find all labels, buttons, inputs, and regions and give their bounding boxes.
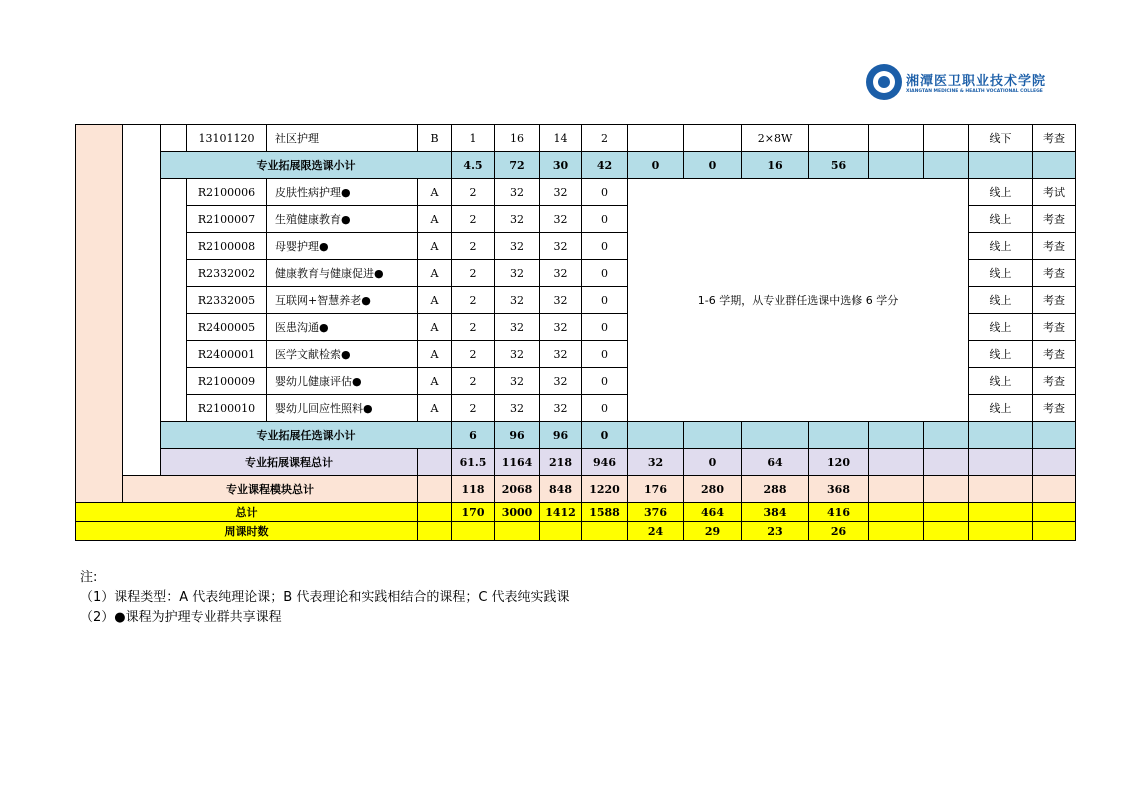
total-value: 288 [742, 476, 809, 503]
total-value: 1588 [582, 503, 628, 522]
total-value: 1164 [495, 449, 540, 476]
table-cell [969, 522, 1033, 541]
course-name: 婴幼儿回应性照料● [267, 395, 418, 422]
table-cell [418, 522, 452, 541]
course-mode: 线上 [969, 179, 1033, 206]
course-credits: 2 [452, 314, 495, 341]
course-credits: 2 [452, 206, 495, 233]
course-practice: 0 [582, 368, 628, 395]
total-value: 2068 [495, 476, 540, 503]
course-type: A [418, 341, 452, 368]
course-assess: 考查 [1033, 314, 1076, 341]
course-schedule: 2×8W [742, 125, 809, 152]
course-mode: 线上 [969, 341, 1033, 368]
module-total-label: 专业课程模块总计 [123, 476, 418, 503]
course-theory: 32 [540, 233, 582, 260]
total-value: 384 [742, 503, 809, 522]
table-cell [969, 476, 1033, 503]
course-theory: 32 [540, 341, 582, 368]
table-cell [684, 422, 742, 449]
table-cell [869, 476, 924, 503]
table-cell [809, 422, 869, 449]
course-theory: 14 [540, 125, 582, 152]
table-cell [969, 503, 1033, 522]
course-type: A [418, 233, 452, 260]
course-name: 医学文献检索● [267, 341, 418, 368]
table-cell [869, 449, 924, 476]
table-cell [1033, 522, 1076, 541]
curriculum-table [75, 124, 1076, 541]
total-value: 376 [628, 503, 684, 522]
weekly-value: 24 [628, 522, 684, 541]
course-practice: 0 [582, 233, 628, 260]
total-value: 848 [540, 476, 582, 503]
course-name: 生殖健康教育● [267, 206, 418, 233]
course-hours: 32 [495, 314, 540, 341]
table-cell [628, 422, 684, 449]
table-cell [742, 422, 809, 449]
notes [80, 568, 570, 628]
course-type: A [418, 206, 452, 233]
total-value: 0 [684, 449, 742, 476]
total-value: 32 [628, 449, 684, 476]
course-hours: 32 [495, 206, 540, 233]
course-name: 健康教育与健康促进● [267, 260, 418, 287]
notes-line-1: （1）课程类型：A 代表纯理论课；B 代表理论和实践相结合的课程；C 代表纯实践课 [80, 590, 570, 605]
table-cell [418, 449, 452, 476]
total-value: 170 [452, 503, 495, 522]
table-cell [924, 476, 969, 503]
course-mode: 线上 [969, 233, 1033, 260]
course-code: R2332002 [187, 260, 267, 287]
total-value: 64 [742, 449, 809, 476]
weekly-value: 29 [684, 522, 742, 541]
table-cell [418, 503, 452, 522]
course-practice: 2 [582, 125, 628, 152]
course-practice: 0 [582, 287, 628, 314]
course-type: A [418, 287, 452, 314]
course-type: A [418, 179, 452, 206]
course-assess: 考查 [1033, 287, 1076, 314]
course-assess: 考查 [1033, 341, 1076, 368]
grand-total-row [76, 503, 1076, 522]
table-cell [869, 503, 924, 522]
course-mode: 线上 [969, 395, 1033, 422]
course-practice: 0 [582, 395, 628, 422]
table-cell [540, 522, 582, 541]
table-cell [969, 449, 1033, 476]
course-mode: 线下 [969, 125, 1033, 152]
table-cell [969, 422, 1033, 449]
subtotal-value: 6 [452, 422, 495, 449]
grand-total-label: 总计 [76, 503, 418, 522]
course-theory: 32 [540, 179, 582, 206]
module-cell [76, 125, 123, 503]
expansion-total-row [76, 449, 1076, 476]
course-assess: 考查 [1033, 206, 1076, 233]
course-practice: 0 [582, 314, 628, 341]
course-credits: 2 [452, 260, 495, 287]
table-cell [924, 503, 969, 522]
course-theory: 32 [540, 260, 582, 287]
course-mode: 线上 [969, 314, 1033, 341]
notes-title: 注: [80, 570, 98, 585]
course-hours: 16 [495, 125, 540, 152]
module-total-row [76, 476, 1076, 503]
total-value: 1220 [582, 476, 628, 503]
course-practice: 0 [582, 179, 628, 206]
table-cell [1033, 449, 1076, 476]
total-value: 946 [582, 449, 628, 476]
course-assess: 考试 [1033, 179, 1076, 206]
logo-en-text: XIANGTAN MEDICINE & HEALTH VOCATIONAL COLLEGE [906, 89, 1043, 94]
course-credits: 2 [452, 179, 495, 206]
subtotal-value: 30 [540, 152, 582, 179]
course-credits: 2 [452, 341, 495, 368]
course-hours: 32 [495, 179, 540, 206]
course-credits: 2 [452, 368, 495, 395]
table-cell [869, 422, 924, 449]
weekly-value: 23 [742, 522, 809, 541]
total-value: 464 [684, 503, 742, 522]
course-code: R2100009 [187, 368, 267, 395]
weekly-value: 26 [809, 522, 869, 541]
table-cell [1033, 422, 1076, 449]
table-row [76, 125, 1076, 152]
course-assess: 考查 [1033, 368, 1076, 395]
course-hours: 32 [495, 287, 540, 314]
table-cell [1033, 476, 1076, 503]
table-cell [1033, 503, 1076, 522]
table-cell [452, 522, 495, 541]
course-theory: 32 [540, 314, 582, 341]
course-code: R2400005 [187, 314, 267, 341]
weekly-row [76, 522, 1076, 541]
course-name: 婴幼儿健康评估● [267, 368, 418, 395]
course-code: R2100007 [187, 206, 267, 233]
course-code: R2100008 [187, 233, 267, 260]
course-name: 皮肤性病护理● [267, 179, 418, 206]
subtotal-value: 96 [495, 422, 540, 449]
course-credits: 2 [452, 395, 495, 422]
table-cell [869, 522, 924, 541]
course-theory: 32 [540, 395, 582, 422]
course-practice: 0 [582, 206, 628, 233]
subtotal-value: 4.5 [452, 152, 495, 179]
subtotal-value: 96 [540, 422, 582, 449]
subtotal-value: 72 [495, 152, 540, 179]
course-credits: 2 [452, 233, 495, 260]
table-cell [924, 422, 969, 449]
course-code: R2400001 [187, 341, 267, 368]
course-practice: 0 [582, 260, 628, 287]
course-assess: 考查 [1033, 395, 1076, 422]
course-code: 13101120 [187, 125, 267, 152]
course-hours: 32 [495, 341, 540, 368]
weekly-label: 周课时数 [76, 522, 418, 541]
index-cell [161, 179, 187, 422]
limited-subtotal-row [76, 152, 1076, 179]
course-type: B [418, 125, 452, 152]
total-value: 61.5 [452, 449, 495, 476]
table-cell [582, 522, 628, 541]
course-credits: 1 [452, 125, 495, 152]
elective-note: 1-6 学期，从专业群任选课中选修 6 学分 [628, 179, 969, 422]
category-cell [123, 125, 161, 476]
college-seal-icon [866, 64, 902, 100]
table-cell [495, 522, 540, 541]
course-practice: 0 [582, 341, 628, 368]
index-cell [161, 125, 187, 152]
subtotal-value: 0 [582, 422, 628, 449]
course-name: 母婴护理● [267, 233, 418, 260]
total-value: 368 [809, 476, 869, 503]
course-type: A [418, 260, 452, 287]
course-mode: 线上 [969, 260, 1033, 287]
course-code: R2100010 [187, 395, 267, 422]
subtotal-value: 16 [742, 152, 809, 179]
course-mode: 线上 [969, 368, 1033, 395]
course-hours: 32 [495, 260, 540, 287]
course-name: 互联网+智慧养老● [267, 287, 418, 314]
total-value: 416 [809, 503, 869, 522]
elective-row [76, 179, 1076, 206]
course-name: 社区护理 [267, 125, 418, 152]
total-value: 118 [452, 476, 495, 503]
course-assess: 考查 [1033, 125, 1076, 152]
table-cell [924, 522, 969, 541]
optional-subtotal-label: 专业拓展任选课小计 [161, 422, 452, 449]
subtotal-value: 0 [684, 152, 742, 179]
course-code: R2100006 [187, 179, 267, 206]
table-cell [924, 449, 969, 476]
total-value: 280 [684, 476, 742, 503]
course-type: A [418, 314, 452, 341]
course-hours: 32 [495, 368, 540, 395]
course-name: 医患沟通● [267, 314, 418, 341]
subtotal-value: 42 [582, 152, 628, 179]
course-theory: 32 [540, 206, 582, 233]
course-type: A [418, 368, 452, 395]
course-code: R2332005 [187, 287, 267, 314]
course-theory: 32 [540, 368, 582, 395]
notes-line-2: （2）●课程为护理专业群共享课程 [80, 610, 282, 625]
optional-subtotal-row [76, 422, 1076, 449]
course-assess: 考查 [1033, 233, 1076, 260]
subtotal-value: 56 [809, 152, 869, 179]
table-cell [418, 476, 452, 503]
total-value: 218 [540, 449, 582, 476]
course-theory: 32 [540, 287, 582, 314]
limited-subtotal-label: 专业拓展限选课小计 [161, 152, 452, 179]
total-value: 3000 [495, 503, 540, 522]
course-credits: 2 [452, 287, 495, 314]
subtotal-value: 0 [628, 152, 684, 179]
expansion-total-label: 专业拓展课程总计 [161, 449, 418, 476]
total-value: 176 [628, 476, 684, 503]
course-hours: 32 [495, 233, 540, 260]
course-assess: 考查 [1033, 260, 1076, 287]
course-hours: 32 [495, 395, 540, 422]
total-value: 1412 [540, 503, 582, 522]
college-logo [866, 64, 1046, 100]
course-type: A [418, 395, 452, 422]
total-value: 120 [809, 449, 869, 476]
course-mode: 线上 [969, 287, 1033, 314]
course-mode: 线上 [969, 206, 1033, 233]
logo-cn-text: 湘潭医卫职业技术学院 [906, 74, 1047, 89]
